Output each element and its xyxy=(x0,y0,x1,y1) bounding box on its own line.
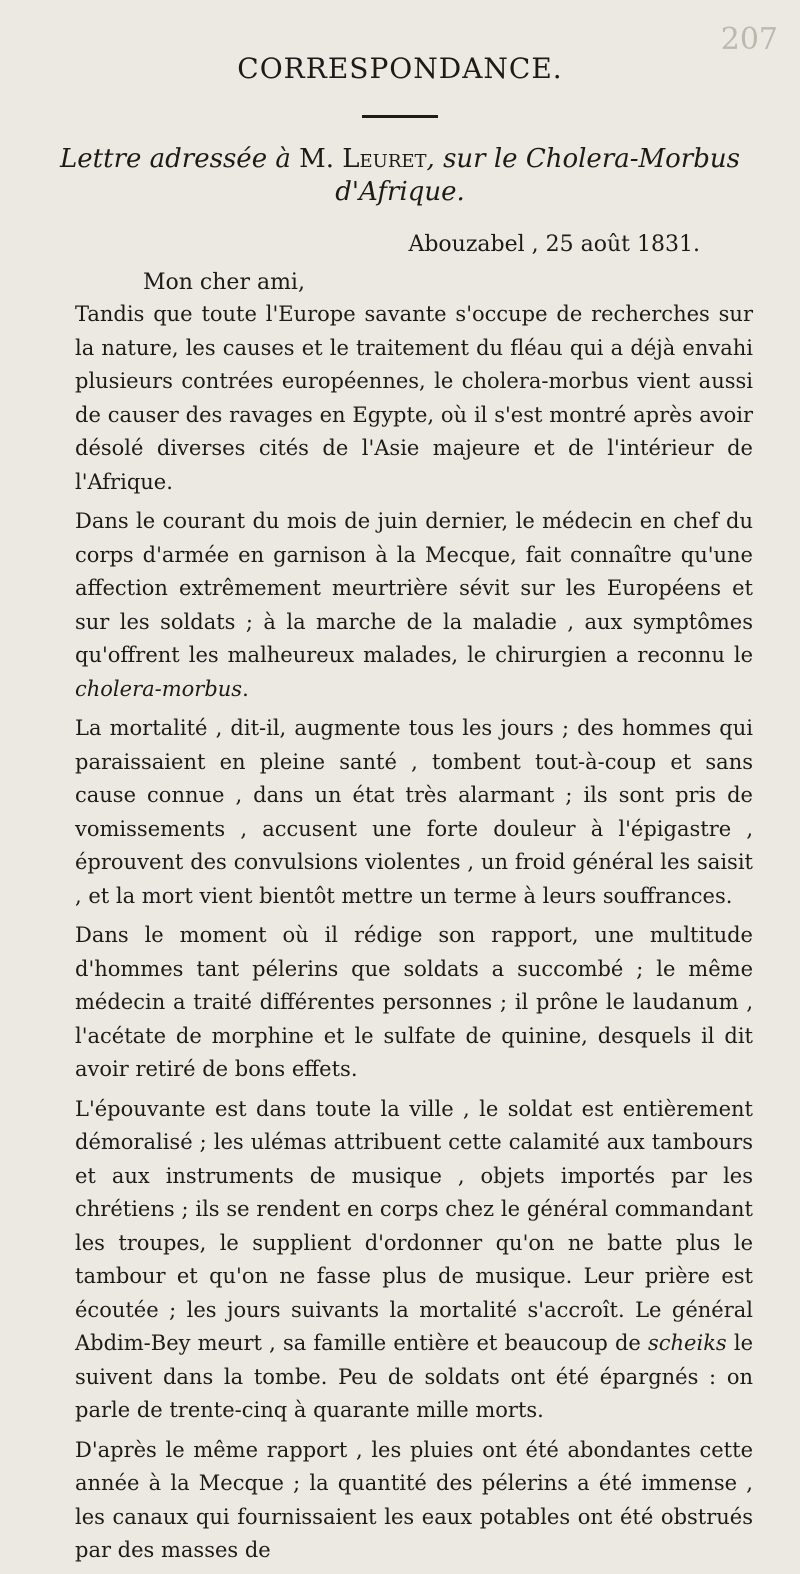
page-number: 207 xyxy=(720,22,778,57)
subtitle-name: Leuret xyxy=(342,144,427,174)
salutation: Mon cher ami, xyxy=(143,270,305,295)
subtitle-post: , sur le Cholera-Morbus xyxy=(426,144,740,174)
paragraph-italic: scheiks xyxy=(647,1331,727,1355)
subtitle-name-prefix: M. xyxy=(299,144,343,174)
paragraph-italic: cholera-morbus xyxy=(75,676,243,701)
paragraph-text: L'épouvante est dans toute la ville , le soldat est entièrement démoralisé ; les ulémas attribuent cette calamité aux tambours et aux instruments de musique , objets importés par les chrétiens ; ils se rendent en corps chez le général commandant les troupes, le supplient d'ordonner qu'on ne batte plus le tambour et qu'on ne fasse plus de musique. Leur prière est écoutée ; les jours suivants la mortalité s'accroît. Le général Abdim-Bey meurt , sa famille entière et beaucoup de xyxy=(75,1096,753,1355)
page-title: CORRESPONDANCE. xyxy=(237,52,563,85)
letter-date: Abouzabel , 25 août 1831. xyxy=(408,232,700,257)
letter-subtitle xyxy=(0,143,800,209)
paragraph: Tandis que toute l'Europe savante s'occupe de recherches sur la nature, les causes et le traitement du fléau qui a déjà envahi plusieurs contrées européennes, le cholera-morbus vient aussi de causer des ravages en Egypte, où il s'est montré après avoir désolé diverses cités de l'Asie majeure et de l'intérieur de l'Afrique. xyxy=(75,302,753,494)
title-rule xyxy=(362,115,438,118)
paragraph-end: le suivent dans la tombe. Peu de soldats ont été épargnés : on parle de trente-cinq à quarante mille morts. xyxy=(75,1331,753,1422)
subtitle-line2: d'Afrique. xyxy=(335,177,465,207)
paragraph: D'après le même rapport , les pluies ont été abondantes cette année à la Mecque ; la quantité des pélerins a été immense , les canaux qui fournissaient les eaux potables ont été obstrués par des masses de xyxy=(75,1437,753,1562)
paragraph xyxy=(75,505,753,706)
subtitle-pre: Lettre adressée à xyxy=(60,144,300,174)
paragraph-end: . xyxy=(242,676,249,701)
paragraph: La mortalité , dit-il, augmente tous les jours ; des hommes qui paraissaient en pleine santé , tombent tout-à-coup et sans cause connue , dans un état très alarmant ; ils sont pris de vomissements , accusent une forte douleur à l'épigastre , éprouvent des convulsions violentes , un froid général les saisit , et la mort vient bientôt mettre un terme à leurs souffrances. xyxy=(75,716,753,908)
letter-body xyxy=(75,298,753,1574)
paragraph xyxy=(75,1093,753,1428)
paragraph: Dans le moment où il rédige son rapport, une multitude d'hommes tant pélerins que soldats a succombé ; le même médecin a traité différentes personnes ; il prône le laudanum , l'acétate de morphine et le sulfate de quinine, desquels il dit avoir retiré de bons effets. xyxy=(75,923,753,1081)
paragraph-text: Dans le courant du mois de juin dernier, le médecin en chef du corps d'armée en garnison à la Mecque, fait connaître qu'une affection extrêmement meurtrière sévit sur les Européens et sur les soldats ; à la marche de la maladie , aux symptômes qu'offrent les malheureux malades, le chirurgien a reconnu le xyxy=(75,509,753,667)
